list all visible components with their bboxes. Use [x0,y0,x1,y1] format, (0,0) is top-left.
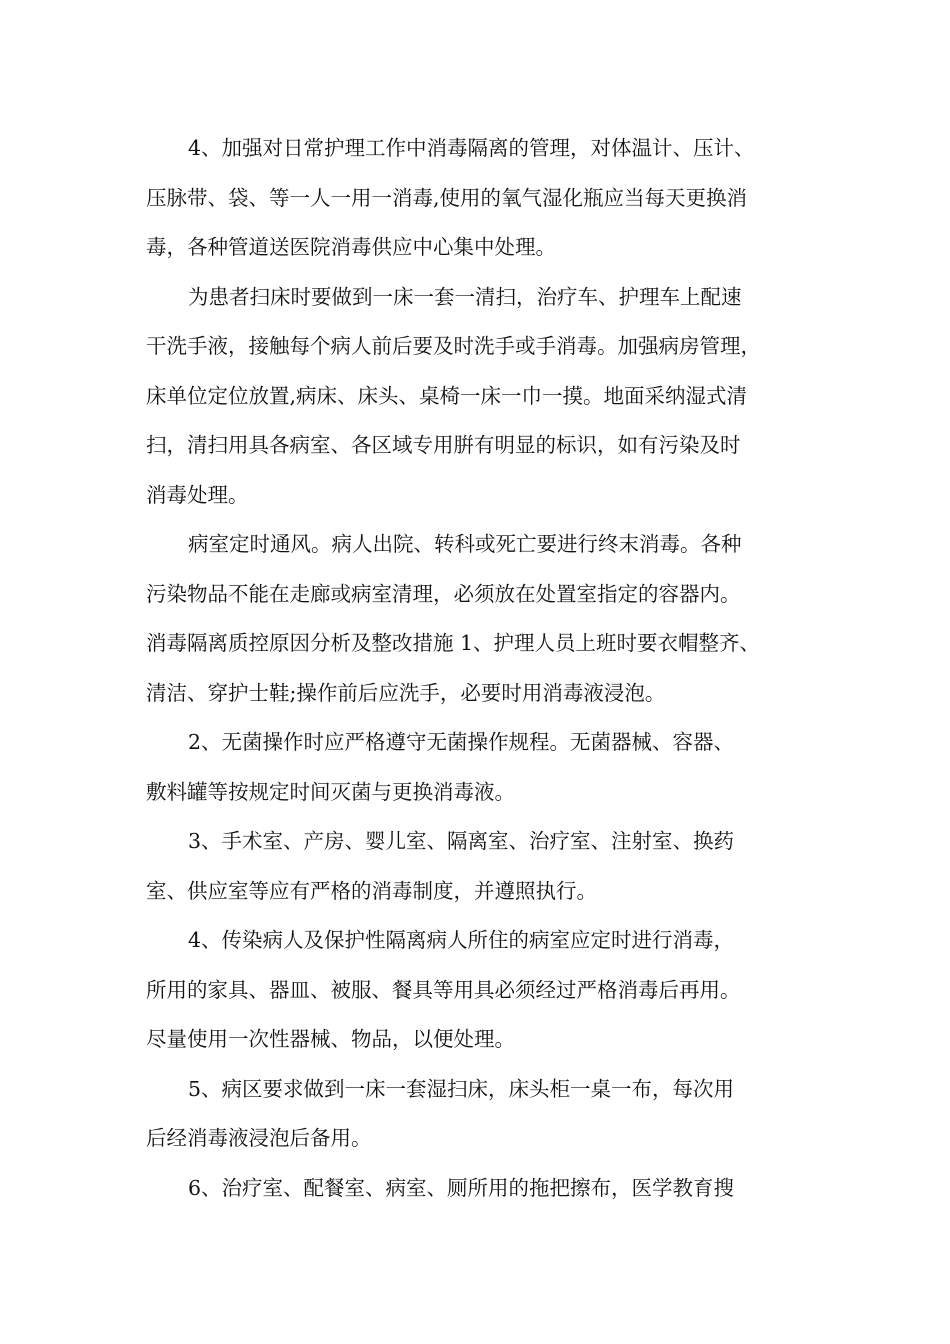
text-line: 毒，各种管道送医院消毒供应中心集中处理。 [146,235,556,259]
text-line: 扫，清扫用具各病室、各区域专用腁有明显的标识，如有污染及时 [146,433,741,457]
text-line: 污染物品不能在走廊或病室清理，必须放在处置室指定的容器内。 [146,581,741,606]
text-line: 敷料罐等按规定时间灭菌与更换消毒液。 [146,779,515,804]
text-line: 所用的家具、器皿、被服、餐具等用具必须经过严格消毒后再用。 [146,977,741,1002]
text-line: 消毒隔离质控原因分析及整改措施 1、护理人员上班时要衣帽整齐、 [146,631,761,655]
text-line: 干洗手液，接触每个病人前后要及时洗手或手消毒。加强病房管理， [146,334,761,358]
text-line: 室、供应室等应有严格的消毒制度，并遵照执行。 [146,878,597,903]
text-line: 6、治疗室、配餐室、病室、厕所用的拖把擦布，医学教育搜 [188,1175,735,1200]
text-line: 病室定时通风。病人出院、转科或死亡要进行终末消毒。各种 [188,532,742,556]
text-line: 尽量使用一次性器械、物品，以便处理。 [146,1027,515,1051]
text-line: 后经消毒液浸泡后备用。 [146,1126,372,1150]
text-line: 消毒处理。 [146,482,249,507]
text-line: 4、加强对日常护理工作中消毒隔离的管理，对体温计、压计、 [188,136,755,160]
text-line: 为患者扫床时要做到一床一套一清扫，治疗车、护理车上配速 [188,284,742,309]
text-line: 床单位定位放置,病床、床头、桌椅一床一巾一摸。地面采纳湿式清 [146,383,748,408]
text-line: 2、无菌操作时应严格遵守无菌操作规程。无菌器械、容器、 [188,730,735,754]
text-line: 5、病区要求做到一床一套湿扫床，床头柜一桌一布，每次用 [188,1076,735,1101]
text-line: 3、手术室、产房、婴儿室、隔离室、治疗室、注射室、换药 [188,829,735,853]
text-line: 清洁、穿护士鞋;操作前后应洗手，必要时用消毒液浸泡。 [146,680,666,705]
text-line: 4、传染病人及保护性隔离病人所住的病室应定时进行消毒， [188,928,735,952]
text-line: 压脉带、袋、等一人一用一消毒,使用的氧气湿化瓶应当每天更换消 [146,185,748,210]
body-text [146,124,826,1213]
